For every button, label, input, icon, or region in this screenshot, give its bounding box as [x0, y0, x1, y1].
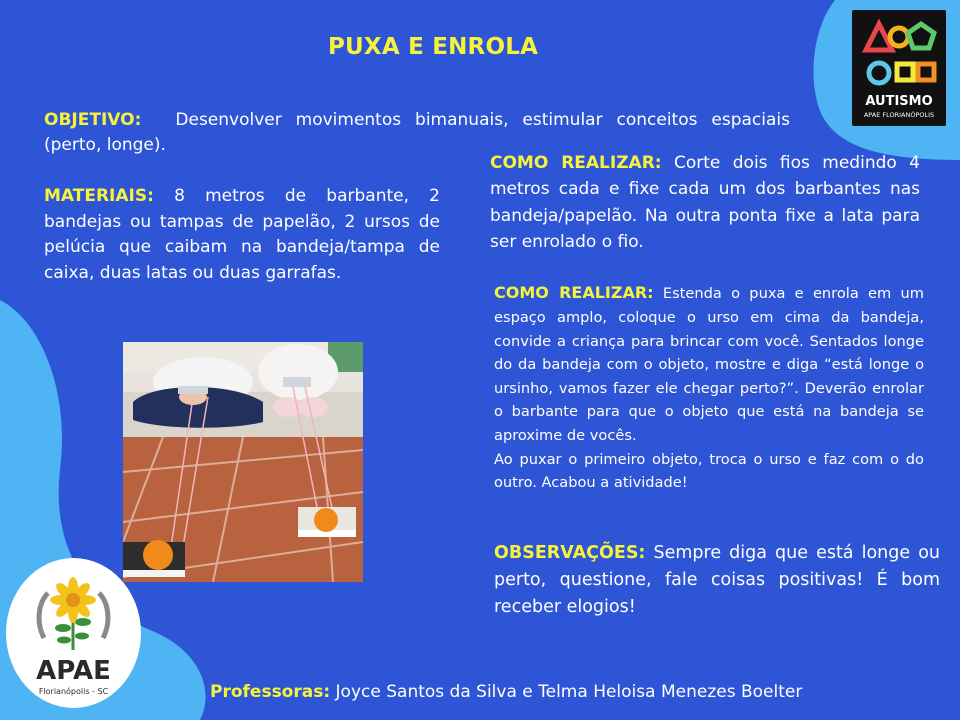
autismo-logo-text: AUTISMO [865, 94, 933, 109]
apae-logo-text: APAE [36, 656, 111, 686]
teachers-label: Professoras: [210, 682, 331, 702]
apae-logo [6, 558, 141, 708]
how-to-text-1: Corte dois fios medindo 4 metros cada e fixe cada um dos barbantes nas bandeja/papelão. Na outra ponta fixe a lata para ser enrolado o fio. [490, 153, 920, 253]
how-to-paragraph-2 [494, 280, 924, 495]
autismo-shapes-icon [852, 10, 946, 94]
materials-text: 8 metros de barbante, 2 bandejas ou tampas de papelão, 2 ursos de pelúcia que caibam na bandeja/tampa de caixa, duas latas ou duas garrafas. [44, 186, 440, 283]
apae-flower-icon [6, 558, 141, 658]
how-to-label-1: COMO REALIZAR: [490, 153, 662, 173]
how-to-text-2: Estenda o puxa e enrola em um espaço amplo, coloque o urso em cima da bandeja, convide a criança para brincar com você. Sentados longe do da bandeja com o objeto, mostre e diga “está longe o ursinho, vamos fazer ele chegar perto?”. Deverão enrolar o barbante para que o objeto que está na bandeja se aproxime de vocês. [494, 285, 924, 445]
autismo-logo-subtext: APAE FLORIANÓPOLIS [863, 111, 935, 119]
observations-text: Sempre diga que está longe ou perto, questione, fale coisas positivas! É bom receber elogios! [494, 543, 940, 618]
apae-logo-subtext: Florianópolis - SC [38, 687, 109, 696]
objective-text: Desenvolver movimentos bimanuais, estimular conceitos espaciais (perto, longe). [44, 110, 790, 155]
teachers-names: Joyce Santos da Silva e Telma Heloisa Menezes Boelter [330, 682, 803, 702]
teachers-credit [210, 682, 802, 702]
objective-label: OBJETIVO: [44, 110, 142, 130]
how-to-label-2: COMO REALIZAR: [494, 283, 654, 302]
observations-label: OBSERVAÇÕES: [494, 543, 646, 563]
materials-paragraph [44, 184, 440, 286]
autismo-logo [852, 10, 946, 126]
how-to-text-2b: Ao puxar o primeiro objeto, troca o urso e faz com o do outro. Acabou a atividade! [494, 450, 924, 492]
observations-paragraph [494, 540, 940, 621]
activity-photo [123, 342, 363, 582]
how-to-paragraph-1 [490, 150, 920, 255]
page-title: PUXA E ENROLA [328, 34, 539, 60]
materials-label: MATERIAIS: [44, 186, 154, 206]
